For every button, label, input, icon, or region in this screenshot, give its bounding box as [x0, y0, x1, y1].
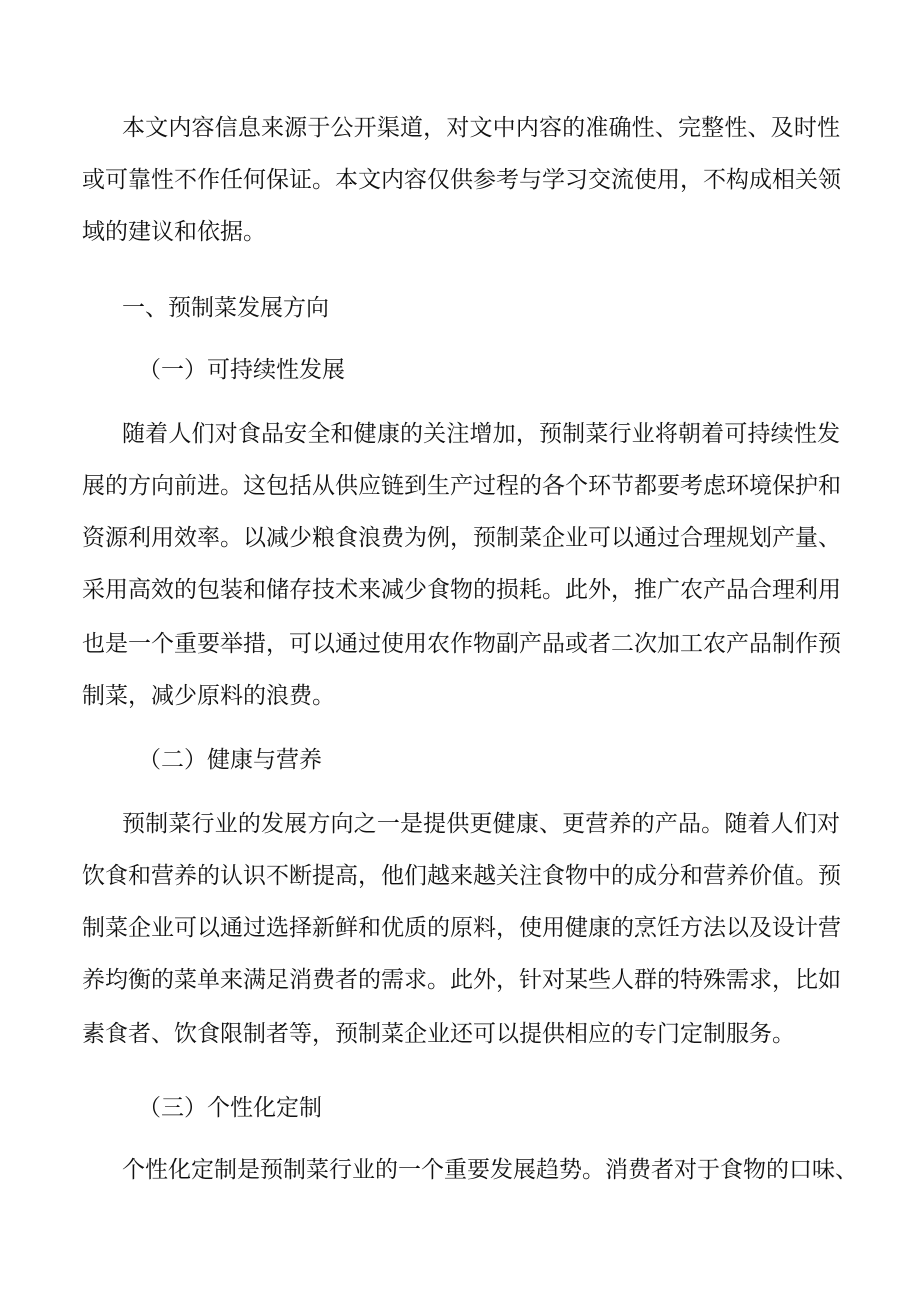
text-line: 也是一个重要举措，可以通过使用农作物副产品或者二次加工农产品制作预	[82, 631, 841, 657]
text-line: 本文内容信息来源于公开渠道，对文中内容的准确性、完整性、及时性	[122, 115, 840, 141]
text-line: 采用高效的包装和储存技术来减少食物的损耗。此外，推广农产品合理利用	[82, 577, 841, 603]
text-line: 制菜企业可以通过选择新鲜和优质的原料，使用健康的烹饪方法以及设计营	[82, 915, 841, 941]
text-line: 展的方向前进。这包括从供应链到生产过程的各个环节都要考虑环境保护和	[82, 473, 841, 499]
text-line: 资源利用效率。以减少粮食浪费为例，预制菜企业可以通过合理规划产量、	[82, 525, 841, 551]
text-line: 制菜，减少原料的浪费。	[82, 683, 335, 709]
text-line: 域的建议和依据。	[82, 219, 266, 245]
text-line: 随着人们对食品安全和健康的关注增加，预制菜行业将朝着可持续性发	[122, 421, 840, 447]
text-line: 预制菜行业的发展方向之一是提供更健康、更营养的产品。随着人们对	[122, 811, 840, 837]
text-line: 个性化定制是预制菜行业的一个重要发展趋势。消费者对于食物的口味、	[122, 1157, 858, 1183]
text-line: 或可靠性不作任何保证。本文内容仅供参考与学习交流使用，不构成相关领	[82, 167, 841, 193]
text-line: 饮食和营养的认识不断提高，他们越来越关注食物中的成分和营养价值。预	[82, 863, 841, 889]
subsection-heading: （三）个性化定制	[138, 1095, 322, 1121]
subsection-heading: （二）健康与营养	[138, 747, 322, 773]
text-line: 养均衡的菜单来满足消费者的需求。此外，针对某些人群的特殊需求，比如	[82, 967, 841, 993]
text-line: 素食者、饮食限制者等，预制菜企业还可以提供相应的专门定制服务。	[82, 1021, 795, 1047]
subsection-heading: （一）可持续性发展	[138, 357, 345, 383]
section-heading: 一、预制菜发展方向	[122, 295, 329, 321]
